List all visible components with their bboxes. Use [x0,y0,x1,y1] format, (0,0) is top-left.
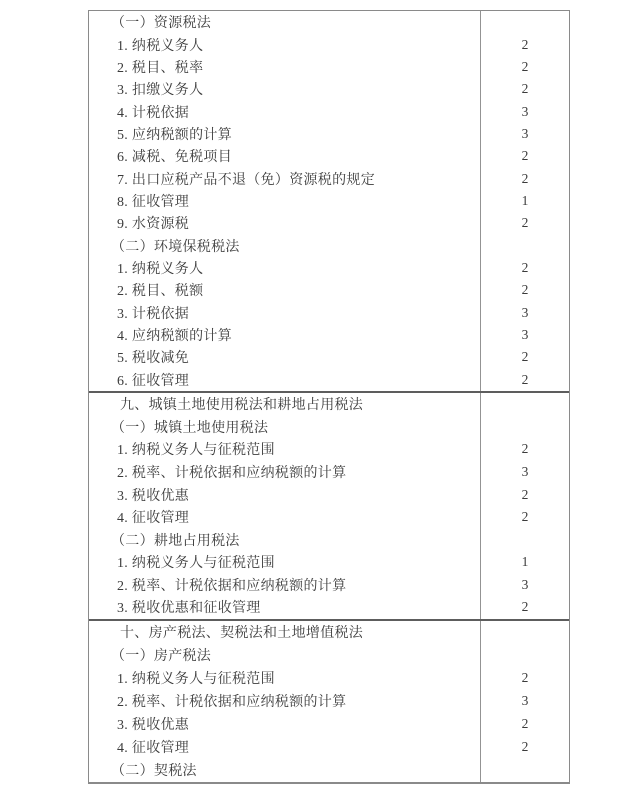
points-value [481,234,569,256]
points-value: 2 [521,599,529,615]
table-row [89,11,569,33]
points-value: 1 [521,554,529,570]
points-value: 3 [521,576,529,592]
item-label: （二）契税法 [89,759,481,782]
item-label: 5. 应纳税额的计算 [89,123,481,145]
table-row [89,167,569,189]
table-row [89,506,569,529]
points-value: 1 [521,192,529,208]
item-label: 4. 征收管理 [89,736,481,759]
item-label: 3. 税收优惠和征收管理 [89,596,481,619]
points-value: 3 [521,125,529,141]
points-value: 2 [521,81,529,97]
table-row [89,574,569,597]
table-row [89,621,569,644]
item-label: 十、房产税法、契税法和土地增值税法 [89,621,481,644]
item-label: 3. 税收优惠 [89,713,481,736]
table-row [89,461,569,484]
item-label: 7. 出口应税产品不退（免）资源税的规定 [89,167,481,189]
points-value: 2 [521,58,529,74]
points-value: 2 [521,148,529,164]
item-label: 1. 纳税义务人与征税范围 [89,551,481,574]
table-row [89,713,569,736]
item-label: （一）资源税法 [89,11,481,33]
points-value: 3 [521,103,529,119]
table-row [89,736,569,759]
item-label: （一）城镇土地使用税法 [89,415,481,438]
table-row [89,759,569,782]
item-label: 3. 计税依据 [89,301,481,323]
item-label: 2. 税率、计税依据和应纳税额的计算 [89,574,481,597]
table-row [89,483,569,506]
points-value [481,644,569,667]
item-label: 1. 纳税义务人与征税范围 [89,438,481,461]
table-row [89,528,569,551]
points-value [481,621,569,644]
table-row [89,369,569,391]
points-value: 2 [521,739,529,755]
points-value [481,528,569,551]
table-row [89,212,569,234]
item-label: 9. 水资源税 [89,212,481,234]
item-label: 3. 税收优惠 [89,483,481,506]
item-label: 九、城镇土地使用税法和耕地占用税法 [89,393,481,416]
points-value: 2 [521,259,529,275]
table-row [89,33,569,55]
points-value [481,415,569,438]
points-value: 3 [521,326,529,342]
points-value [481,393,569,416]
table-row [89,145,569,167]
section-group [89,391,569,619]
item-label: （二）耕地占用税法 [89,528,481,551]
item-label: 2. 税目、税额 [89,279,481,301]
table-row [89,56,569,78]
points-value: 2 [521,215,529,231]
item-label: 1. 纳税义务人 [89,33,481,55]
item-label: 4. 应纳税额的计算 [89,324,481,346]
item-label: （一）房产税法 [89,644,481,667]
points-value: 3 [521,304,529,320]
points-value: 2 [521,509,529,525]
item-label: 1. 纳税义务人与征税范围 [89,667,481,690]
table-row [89,324,569,346]
item-label: 4. 计税依据 [89,100,481,122]
item-label: 5. 税收减免 [89,346,481,368]
table-row [89,438,569,461]
table-row [89,551,569,574]
points-value: 3 [521,693,529,709]
points-value [481,11,569,33]
points-value: 2 [521,716,529,732]
section-group [89,11,569,391]
points-value [481,759,569,782]
table-row [89,301,569,323]
item-label: 6. 减税、免税项目 [89,145,481,167]
table-row [89,690,569,713]
table-row [89,100,569,122]
item-label: 6. 征收管理 [89,369,481,391]
points-value: 2 [521,282,529,298]
points-value: 2 [521,441,529,457]
points-value: 2 [521,371,529,387]
table-row [89,667,569,690]
item-label: 1. 纳税义务人 [89,257,481,279]
table-row [89,78,569,100]
points-value: 2 [521,670,529,686]
table-row [89,123,569,145]
points-value: 2 [521,170,529,186]
table-row [89,346,569,368]
table-row [89,393,569,416]
item-label: 8. 征收管理 [89,190,481,212]
item-label: 4. 征收管理 [89,506,481,529]
table-row [89,190,569,212]
points-value: 2 [521,486,529,502]
item-label: 2. 税目、税率 [89,56,481,78]
section-group [89,619,569,782]
points-value: 2 [521,349,529,365]
table-row [89,415,569,438]
points-value: 2 [521,36,529,52]
item-label: （二）环境保税税法 [89,234,481,256]
points-value: 3 [521,463,529,479]
syllabus-table [88,10,570,784]
item-label: 3. 扣缴义务人 [89,78,481,100]
table-row [89,596,569,619]
table-row [89,279,569,301]
table-row [89,644,569,667]
item-label: 2. 税率、计税依据和应纳税额的计算 [89,690,481,713]
table-row [89,234,569,256]
item-label: 2. 税率、计税依据和应纳税额的计算 [89,461,481,484]
table-row [89,257,569,279]
